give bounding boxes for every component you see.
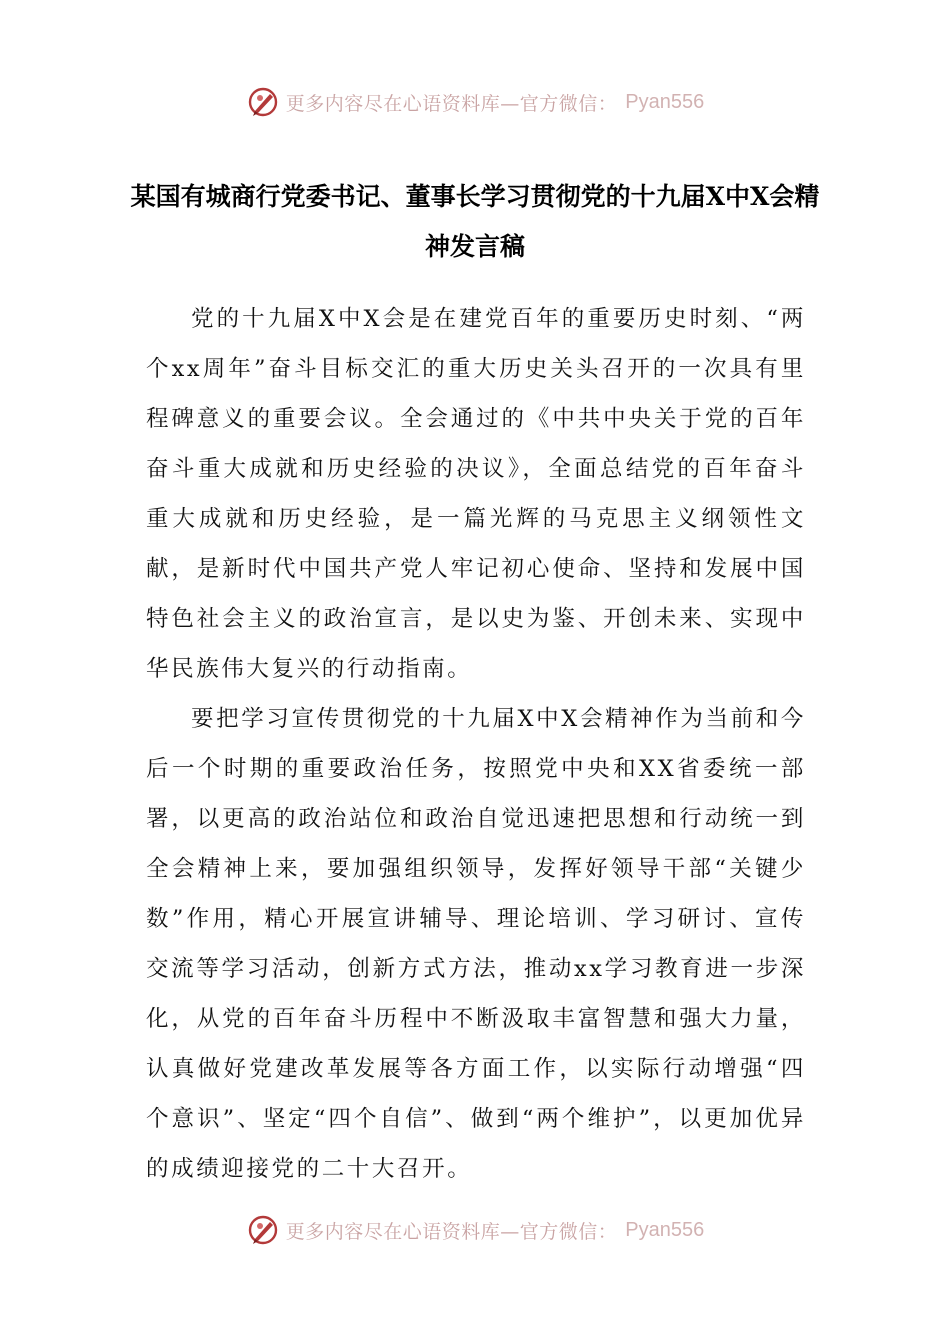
- pen-circle-logo-icon: [246, 1213, 280, 1247]
- footer-watermark: [0, 1210, 950, 1250]
- watermark-wechat-id: Pyan556: [625, 1218, 705, 1241]
- paragraph-2: 要把学习宣传贯彻党的十九届X中X会精神作为当前和今后一个时期的重要政治任务，按照党中央和XX省委统一部署，以更高的政治站位和政治自觉迅速把思想和行动统一到全会精神上来，要加强组织领导，发挥好领导干部“关键少数”作用，精心开展宣讲辅导、理论培训、学习研讨、宣传交流等学习活动，创新方式方法，推动xx学习教育进一步深化，从党的百年奋斗历程中不断汲取丰富智慧和强大力量，认真做好党建改革发展等各方面工作，以实际行动增强“四个意识”、坚定“四个自信”、做到“两个维护”，以更加优异的成绩迎接党的二十大召开。: [146, 706, 806, 1182]
- pen-circle-logo-icon: [246, 85, 280, 119]
- header-watermark: [0, 82, 950, 122]
- watermark-wechat-id: Pyan556: [625, 90, 705, 113]
- document-body: [146, 294, 806, 1194]
- watermark-text: 更多内容尽在心语资料库—官方微信：: [285, 1220, 618, 1243]
- watermark-text: 更多内容尽在心语资料库—官方微信：: [285, 92, 618, 115]
- document-title: 某国有城商行党委书记、董事长学习贯彻党的十九届X中X会精神发言稿: [130, 182, 820, 261]
- paragraph-1: 党的十九届X中X会是在建党百年的重要历史时刻、“两个xx周年”奋斗目标交汇的重大历史关头召开的一次具有里程碑意义的重要会议。全会通过的《中共中央关于党的百年奋斗重大成就和历史经验的决议》，全面总结党的百年奋斗重大成就和历史经验，是一篇光辉的马克思主义纲领性文献，是新时代中国共产党人牢记初心使命、坚持和发展中国特色社会主义的政治宣言，是以史为鉴、开创未来、实现中华民族伟大复兴的行动指南。: [146, 306, 806, 682]
